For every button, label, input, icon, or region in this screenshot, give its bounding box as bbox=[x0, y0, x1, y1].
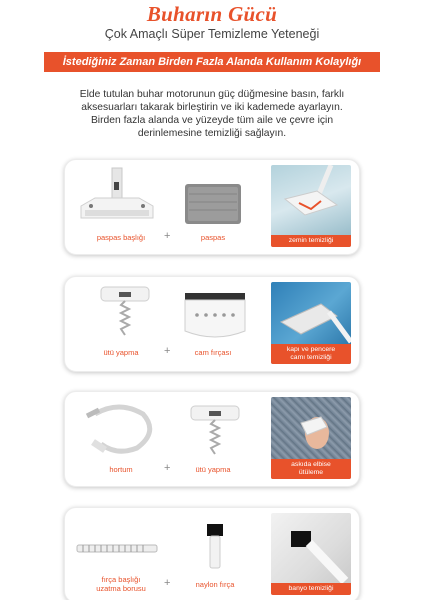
plus-icon: + bbox=[164, 577, 171, 589]
item-label bbox=[81, 575, 161, 593]
plus-icon: + bbox=[164, 345, 171, 357]
extension-tube-image bbox=[73, 538, 163, 558]
mop-pad-image bbox=[183, 182, 243, 226]
photo-label bbox=[271, 235, 351, 247]
item-label: hortum bbox=[109, 465, 133, 474]
mop-head-image bbox=[75, 166, 159, 228]
plus-icon: + bbox=[164, 462, 171, 474]
photo-label-text: camı temizliği bbox=[290, 354, 332, 361]
iron-attachment-image bbox=[185, 402, 245, 458]
glass-brush-image bbox=[181, 291, 249, 343]
usage-photo-floor bbox=[271, 165, 351, 247]
description-line: derinlemesine temizliği sağlayın. bbox=[137, 128, 287, 139]
item-label: cam fırçası bbox=[194, 348, 232, 357]
page-title: Buharın Gücü bbox=[146, 2, 278, 26]
banner-text: İstediğiniz Zaman Birden Fazla Alanda Kullanım Kolaylığı bbox=[62, 56, 362, 68]
iron-attachment-image bbox=[95, 283, 155, 343]
photo-label-text: kapı ve pencere bbox=[286, 346, 336, 353]
photo-label-text: zemin temizliği bbox=[288, 237, 334, 244]
item-label: ütü yapma bbox=[195, 465, 231, 474]
feature-banner bbox=[44, 52, 380, 72]
photo-label bbox=[271, 459, 351, 479]
item-label-line: uzatma borusu bbox=[96, 584, 146, 593]
plus-icon: + bbox=[164, 230, 171, 242]
feature-card-bathroom bbox=[64, 507, 360, 600]
description bbox=[40, 88, 384, 140]
photo-label bbox=[271, 583, 351, 595]
usage-photo-bathroom bbox=[271, 513, 351, 595]
item-label: naylon fırça bbox=[195, 580, 235, 589]
feature-card-floor bbox=[64, 159, 360, 255]
usage-photo-garment bbox=[271, 397, 351, 479]
hose-image bbox=[77, 398, 161, 460]
item-label: ütü yapma bbox=[103, 348, 139, 357]
photo-label bbox=[271, 344, 351, 364]
item-label-line: fırça başlığı bbox=[101, 575, 141, 584]
description-line: Birden fazla alanda ve yüzeyde tüm aile ve çevre için bbox=[90, 115, 334, 126]
feature-card-garment bbox=[64, 391, 360, 487]
item-label: paspas başlığı bbox=[96, 233, 146, 242]
description-line: Elde tutulan buhar motorunun güç düğmesine basın, farklı bbox=[79, 89, 345, 100]
photo-label-text: ütüleme bbox=[298, 469, 324, 476]
feature-card-window bbox=[64, 276, 360, 372]
page-subtitle: Çok Amaçlı Süper Temizleme Yeteneği bbox=[104, 27, 320, 41]
usage-photo-window bbox=[271, 282, 351, 364]
item-label: paspas bbox=[200, 233, 226, 242]
photo-label-text: askıda elbise bbox=[291, 461, 331, 468]
description-line: aksesuarları takarak birleştirin ve iki kademede ayarlayın. bbox=[81, 102, 343, 113]
photo-label-text: banyo temizliği bbox=[288, 585, 334, 592]
nylon-brush-image bbox=[201, 522, 229, 572]
